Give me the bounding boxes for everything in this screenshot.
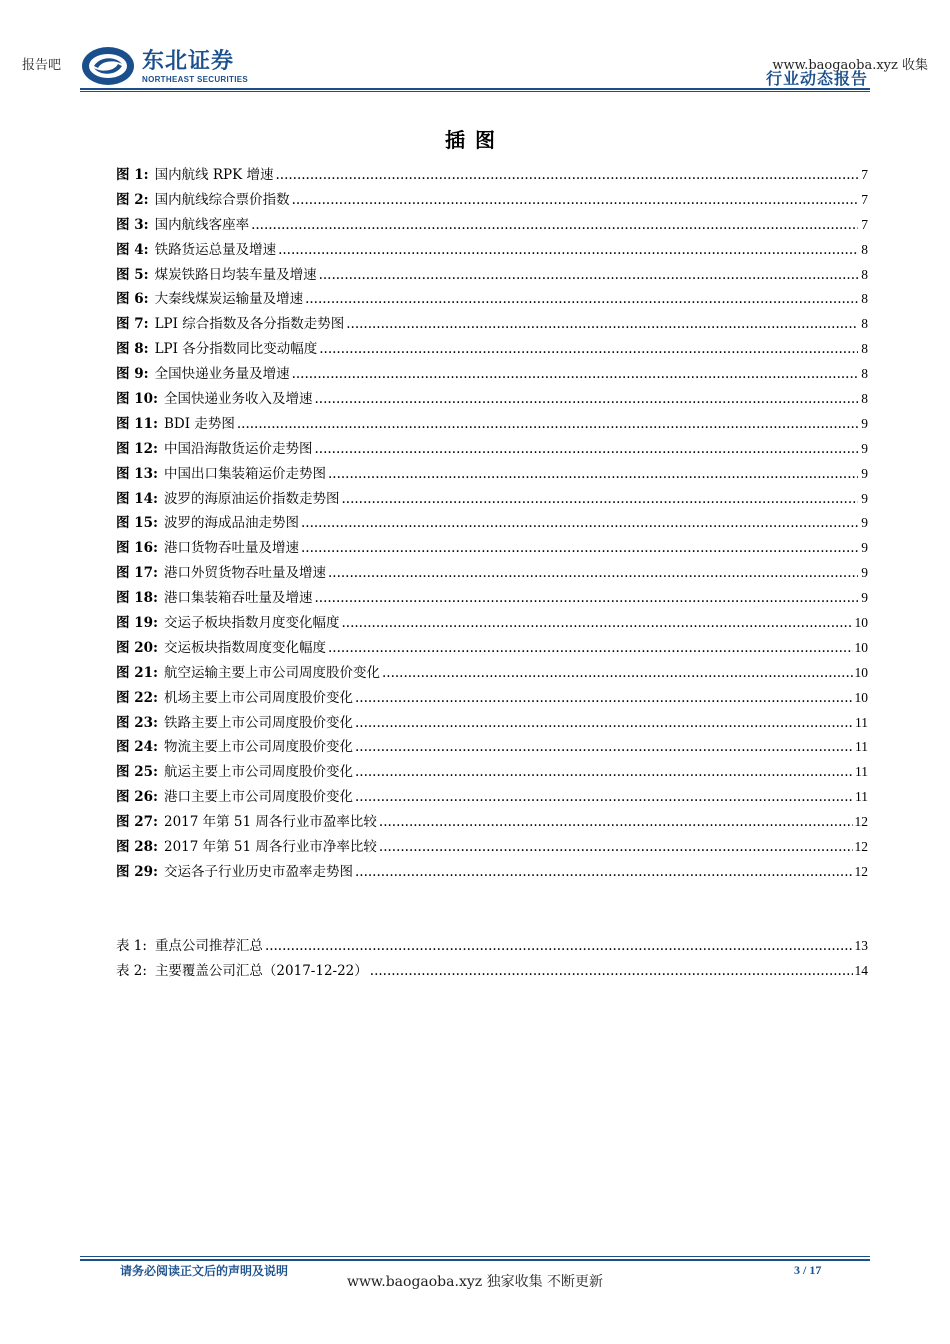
- figure-entry-label: 图 2:: [116, 191, 149, 208]
- figure-entry-page: 7: [861, 216, 868, 232]
- dot-leader: [355, 789, 853, 805]
- figure-entry[interactable]: [116, 213, 868, 238]
- figure-entry-label: 图 3:: [116, 216, 149, 233]
- dot-leader: [328, 565, 858, 581]
- dot-leader: [292, 192, 858, 208]
- dot-leader: [355, 715, 853, 731]
- table-entry-title: 重点公司推荐汇总: [154, 938, 263, 954]
- figure-entry-title: 波罗的海原油运价指数走势图: [163, 490, 340, 507]
- dot-leader: [276, 167, 859, 183]
- figure-entry-label: 图 20:: [116, 639, 158, 656]
- dot-leader: [314, 391, 858, 407]
- figure-entry[interactable]: [116, 785, 868, 810]
- table-list: [116, 934, 868, 984]
- dot-leader: [319, 267, 858, 283]
- dot-leader: [379, 839, 853, 855]
- dot-leader: [305, 291, 858, 307]
- figure-entry[interactable]: [116, 735, 868, 760]
- figure-entry-label: 图 29:: [116, 863, 158, 880]
- figure-entry-page: 10: [854, 615, 868, 631]
- figure-entry[interactable]: [116, 188, 868, 213]
- table-entry[interactable]: [116, 934, 868, 959]
- figure-entry[interactable]: [116, 561, 868, 586]
- dot-leader: [265, 938, 853, 954]
- figure-entry-page: 8: [861, 316, 868, 332]
- table-entry-label: 表 2:: [116, 962, 147, 979]
- figure-entry-title: 铁路货运总量及增速: [154, 241, 277, 258]
- figure-entry-label: 图 25:: [116, 764, 158, 781]
- figure-entry-title: 全国快递业务量及增速: [154, 366, 290, 383]
- figure-entry-label: 图 17:: [116, 565, 158, 582]
- figure-entry-label: 图 8:: [116, 341, 149, 358]
- figure-entry-title: 航运主要上市公司周度股价变化: [163, 764, 353, 781]
- figure-entry-page: 8: [861, 266, 868, 282]
- figure-list: [116, 163, 868, 885]
- figure-entry-page: 12: [854, 839, 868, 855]
- figure-entry[interactable]: [116, 387, 868, 412]
- figure-entry-page: 10: [854, 689, 868, 705]
- figure-entry-label: 图 15:: [116, 515, 158, 532]
- figure-entry-page: 9: [861, 565, 868, 581]
- figure-entry-title: 航空运输主要上市公司周度股价变化: [163, 664, 380, 681]
- figure-entry-label: 图 28:: [116, 839, 158, 856]
- figure-entry-label: 图 16:: [116, 540, 158, 557]
- figure-entry-page: 11: [855, 789, 868, 805]
- figure-entry-page: 9: [861, 515, 868, 531]
- figure-entry-page: 12: [854, 814, 868, 830]
- dot-leader: [355, 739, 853, 755]
- figure-entry-page: 10: [854, 639, 868, 655]
- figure-entry[interactable]: [116, 487, 868, 512]
- figure-entry-label: 图 1:: [116, 167, 149, 183]
- watermark-right: www.baogaoba.xyz 收集: [772, 58, 928, 73]
- figure-entry-page: 7: [861, 191, 868, 207]
- figure-entry[interactable]: [116, 686, 868, 711]
- figure-entry-title: 港口货物吞吐量及增速: [163, 540, 299, 557]
- report-type-label: 行业动态报告: [765, 69, 868, 88]
- figure-entry[interactable]: [116, 711, 868, 736]
- dot-leader: [341, 615, 852, 631]
- dot-leader: [346, 316, 858, 332]
- figure-entry-page: 9: [861, 540, 868, 556]
- figure-entry-label: 图 10:: [116, 391, 158, 408]
- table-entry-label: 表 1:: [116, 938, 147, 954]
- figure-entry-label: 图 19:: [116, 615, 158, 632]
- dot-leader: [314, 441, 858, 457]
- dot-leader: [251, 217, 858, 233]
- figure-entry-label: 图 21:: [116, 664, 158, 681]
- figure-entry[interactable]: [116, 362, 868, 387]
- logo-cn-text: 东北证券: [142, 49, 235, 74]
- figure-entry[interactable]: [116, 760, 868, 785]
- figure-entry-label: 图 12:: [116, 440, 158, 457]
- figure-entry[interactable]: [116, 810, 868, 835]
- figure-entry[interactable]: [116, 263, 868, 288]
- figure-entry-title: 2017 年第 51 周各行业市盈率比较: [163, 814, 377, 831]
- dot-leader: [314, 590, 858, 606]
- table-entry[interactable]: [116, 959, 868, 984]
- figure-entry-title: 全国快递业务收入及增速: [163, 391, 313, 408]
- figure-entry[interactable]: [116, 287, 868, 312]
- figure-entry-label: 图 11:: [116, 415, 158, 432]
- figure-entry-label: 图 27:: [116, 814, 158, 831]
- figure-entry-title: 港口集装箱吞吐量及增速: [163, 590, 313, 607]
- figure-entry-label: 图 13:: [116, 465, 158, 482]
- dot-leader: [355, 764, 853, 780]
- figure-entry-page: 9: [861, 465, 868, 481]
- dot-leader: [328, 640, 853, 656]
- figure-entry-title: 国内航线综合票价指数: [154, 191, 290, 208]
- figure-entry-page: 9: [861, 490, 868, 506]
- figure-entry-label: 图 18:: [116, 590, 158, 607]
- dot-leader: [379, 814, 853, 830]
- figure-entry[interactable]: [116, 238, 868, 263]
- figure-entry[interactable]: [116, 586, 868, 611]
- figure-entry-title: 铁路主要上市公司周度股价变化: [163, 714, 353, 731]
- dot-leader: [301, 540, 858, 556]
- page-title: 插图: [445, 128, 505, 152]
- dot-leader: [301, 515, 858, 531]
- figure-entry-page: 11: [855, 714, 868, 730]
- figure-entry-page: 11: [855, 764, 868, 780]
- figure-entry-title: 港口主要上市公司周度股价变化: [163, 789, 353, 806]
- dot-leader: [292, 366, 858, 382]
- figure-entry-page: 8: [861, 391, 868, 407]
- figure-entry-page: 9: [861, 590, 868, 606]
- figure-entry-title: 波罗的海成品油走势图: [163, 515, 299, 532]
- figure-entry[interactable]: [116, 611, 868, 636]
- figure-entry-title: 交运板块指数周度变化幅度: [163, 639, 326, 656]
- figure-entry-title: 港口外贸货物吞吐量及增速: [163, 565, 326, 582]
- page-number: 3 / 17: [794, 1263, 822, 1277]
- figure-entry-title: 国内航线客座率: [154, 216, 250, 233]
- watermark-footer: www.baogaoba.xyz 独家收集 不断更新: [346, 1274, 604, 1290]
- figure-entry[interactable]: [116, 462, 868, 487]
- figure-entry-title: 物流主要上市公司周度股价变化: [163, 739, 353, 756]
- figure-entry-label: 图 5:: [116, 266, 149, 283]
- figure-entry-label: 图 23:: [116, 714, 158, 731]
- figure-entry-title: 交运各子行业历史市盈率走势图: [163, 863, 353, 880]
- figure-entry-page: 11: [855, 739, 868, 755]
- figure-entry-title: 国内航线 RPK 增速: [154, 167, 274, 183]
- dot-leader: [382, 665, 853, 681]
- dot-leader: [370, 963, 853, 979]
- dot-leader: [355, 690, 853, 706]
- footer-divider: [80, 1259, 870, 1261]
- dot-leader: [328, 466, 858, 482]
- figure-entry[interactable]: [116, 860, 868, 885]
- figure-entry-label: 图 24:: [116, 739, 158, 756]
- figure-entry-page: 8: [861, 291, 868, 307]
- figure-entry-title: BDI 走势图: [163, 415, 235, 432]
- figure-entry-page: 10: [854, 664, 868, 680]
- figure-entry[interactable]: [116, 661, 868, 686]
- figure-entry[interactable]: [116, 511, 868, 536]
- table-entry-page: 14: [854, 962, 868, 978]
- watermark-left: 报告吧: [22, 58, 62, 73]
- figure-entry-title: 交运子板块指数月度变化幅度: [163, 615, 340, 632]
- dot-leader: [278, 242, 858, 258]
- figure-entry[interactable]: [116, 636, 868, 661]
- figure-entry-page: 7: [861, 167, 868, 182]
- figure-entry-title: 2017 年第 51 周各行业市净率比较: [163, 839, 377, 856]
- figure-entry[interactable]: [116, 312, 868, 337]
- dot-leader: [319, 341, 858, 357]
- figure-entry-label: 图 26:: [116, 789, 158, 806]
- figure-entry-title: 中国出口集装箱运价走势图: [163, 465, 326, 482]
- logo-en-text: NORTHEAST SECURITIES: [142, 75, 249, 84]
- figure-entry-page: 9: [861, 415, 868, 431]
- disclaimer-text: 请务必阅读正文后的声明及说明: [120, 1264, 289, 1278]
- figure-entry-label: 图 9:: [116, 366, 149, 383]
- dot-leader: [237, 416, 858, 432]
- figure-entry-page: 8: [861, 366, 868, 382]
- figure-entry[interactable]: [116, 163, 868, 188]
- figure-entry-title: 机场主要上市公司周度股价变化: [163, 689, 353, 706]
- header-divider: [80, 88, 870, 90]
- figure-entry-label: 图 6:: [116, 291, 149, 308]
- figure-entry-page: 9: [861, 440, 868, 456]
- figure-entry[interactable]: [116, 337, 868, 362]
- figure-entry-title: 大秦线煤炭运输量及增速: [154, 291, 304, 308]
- figure-entry-label: 图 7:: [116, 316, 149, 333]
- figure-entry-page: 8: [861, 241, 868, 257]
- figure-entry-page: 8: [861, 341, 868, 357]
- figure-entry-label: 图 14:: [116, 490, 158, 507]
- footer-divider-thin: [80, 1256, 870, 1257]
- figure-entry-page: 12: [854, 863, 868, 879]
- figure-entry[interactable]: [116, 835, 868, 860]
- dot-leader: [355, 864, 853, 880]
- figure-entry-label: 图 4:: [116, 241, 149, 258]
- header-divider-thin: [80, 91, 870, 92]
- figure-entry[interactable]: [116, 412, 868, 437]
- table-entry-title: 主要覆盖公司汇总（2017-12-22）: [154, 962, 368, 979]
- figure-entry-title: 中国沿海散货运价走势图: [163, 440, 313, 457]
- figure-entry-title: 煤炭铁路日均装车量及增速: [154, 266, 317, 283]
- figure-entry-title: LPI 综合指数及各分指数走势图: [154, 316, 345, 333]
- dot-leader: [341, 491, 858, 507]
- figure-entry-label: 图 22:: [116, 689, 158, 706]
- figure-entry-title: LPI 各分指数同比变动幅度: [154, 341, 318, 358]
- figure-entry[interactable]: [116, 437, 868, 462]
- table-entry-page: 13: [854, 938, 868, 953]
- figure-entry[interactable]: [116, 536, 868, 561]
